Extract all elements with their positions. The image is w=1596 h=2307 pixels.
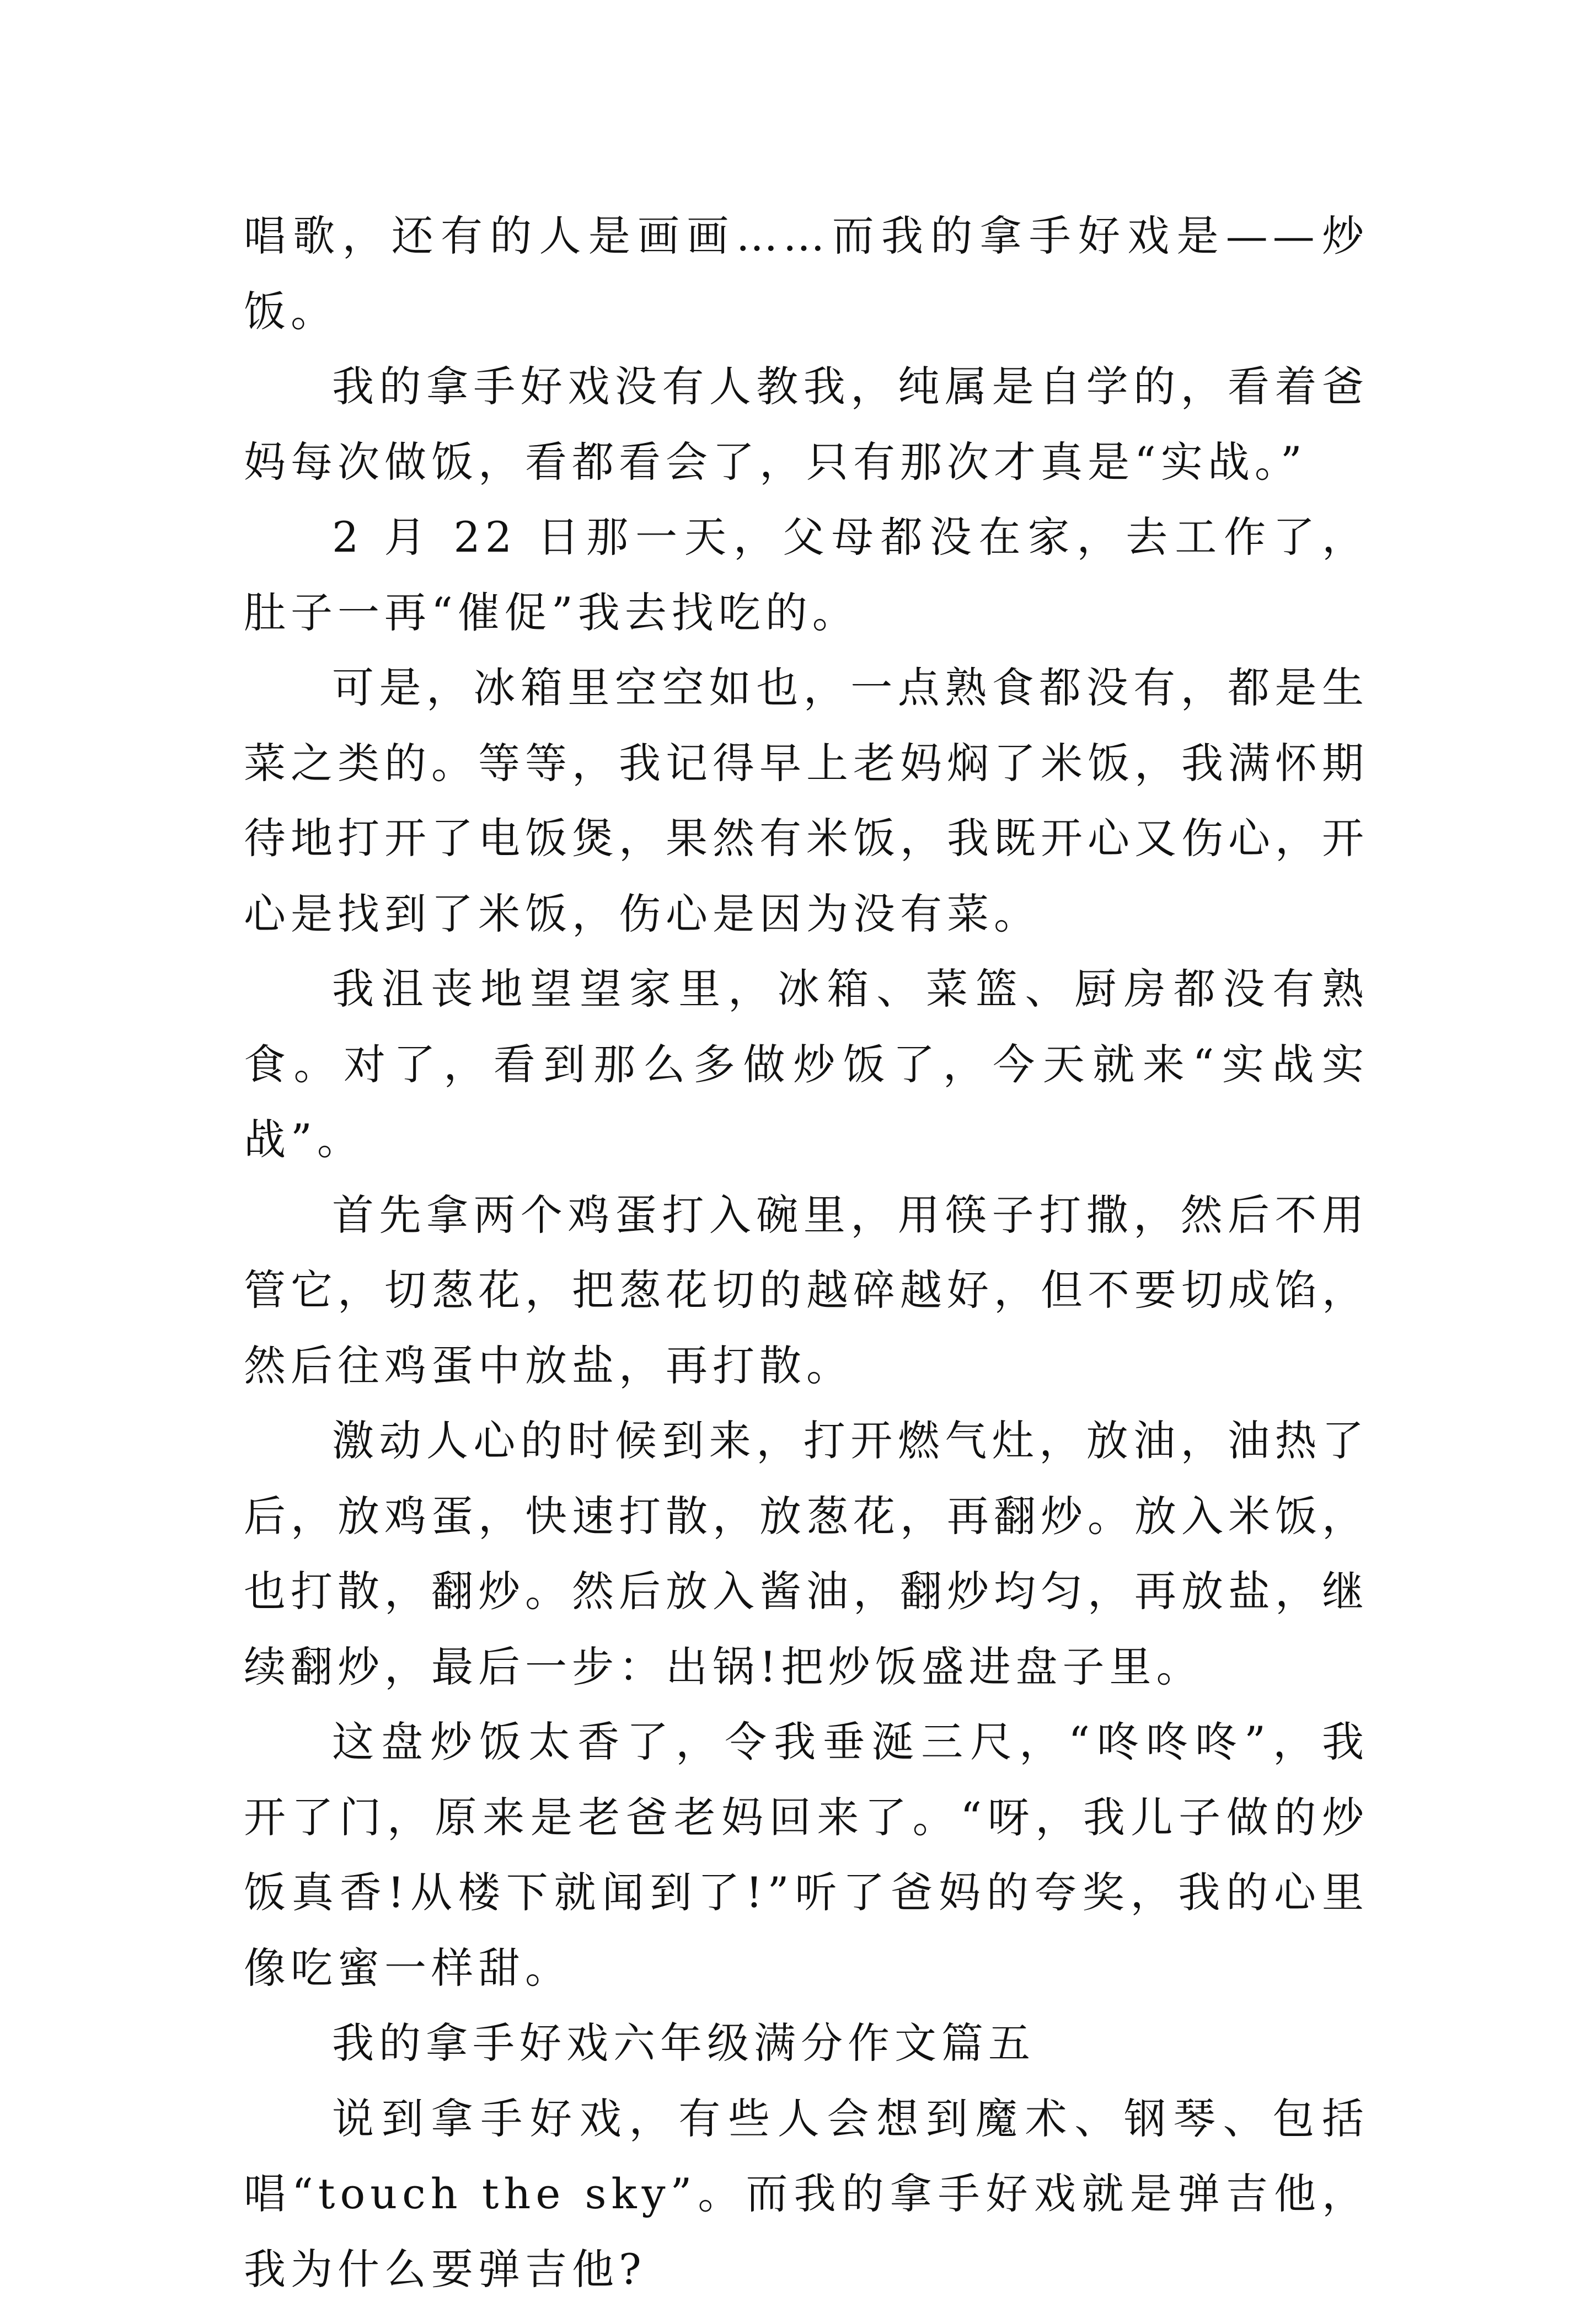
- paragraph-1: 唱歌，还有的人是画画……而我的拿手好戏是——炒饭。: [244, 199, 1369, 349]
- document-page: [244, 199, 1369, 2307]
- section-heading: 我的拿手好戏六年级满分作文篇五: [244, 2006, 1369, 2081]
- paragraph-2: 我的拿手好戏没有人教我，纯属是自学的，看着爸妈每次做饭，看都看会了，只有那次才真是“实战。”: [244, 349, 1369, 500]
- paragraph-4: 可是，冰箱里空空如也，一点熟食都没有，都是生菜之类的。等等，我记得早上老妈焖了米饭，我满怀期待地打开了电饭煲，果然有米饭，我既开心又伤心，开心是找到了米饭，伤心是因为没有菜。: [244, 650, 1369, 952]
- paragraph-7: 激动人心的时候到来，打开燃气灶，放油，油热了后，放鸡蛋，快速打散，放葱花，再翻炒。放入米饭，也打散，翻炒。然后放入酱油，翻炒均匀，再放盐，继续翻炒，最后一步：出锅!把炒饭盛进盘子里。: [244, 1403, 1369, 1705]
- paragraph-9: 说到拿手好戏，有些人会想到魔术、钢琴、包括唱“touch the sky”。而我的拿手好戏就是弹吉他，我为什么要弹吉他?: [244, 2081, 1369, 2307]
- paragraph-5: 我沮丧地望望家里，冰箱、菜篮、厨房都没有熟食。对了，看到那么多做炒饭了，今天就来“实战实战”。: [244, 952, 1369, 1178]
- paragraph-8: 这盘炒饭太香了，令我垂涎三尺，“咚咚咚”，我开了门，原来是老爸老妈回来了。“呀，我儿子做的炒饭真香!从楼下就闻到了!”听了爸妈的夸奖，我的心里像吃蜜一样甜。: [244, 1705, 1369, 2006]
- paragraph-3: 2 月 22 日那一天，父母都没在家，去工作了，肚子一再“催促”我去找吃的。: [244, 500, 1369, 650]
- paragraph-6: 首先拿两个鸡蛋打入碗里，用筷子打撒，然后不用管它，切葱花，把葱花切的越碎越好，但不要切成馅，然后往鸡蛋中放盐，再打散。: [244, 1178, 1369, 1404]
